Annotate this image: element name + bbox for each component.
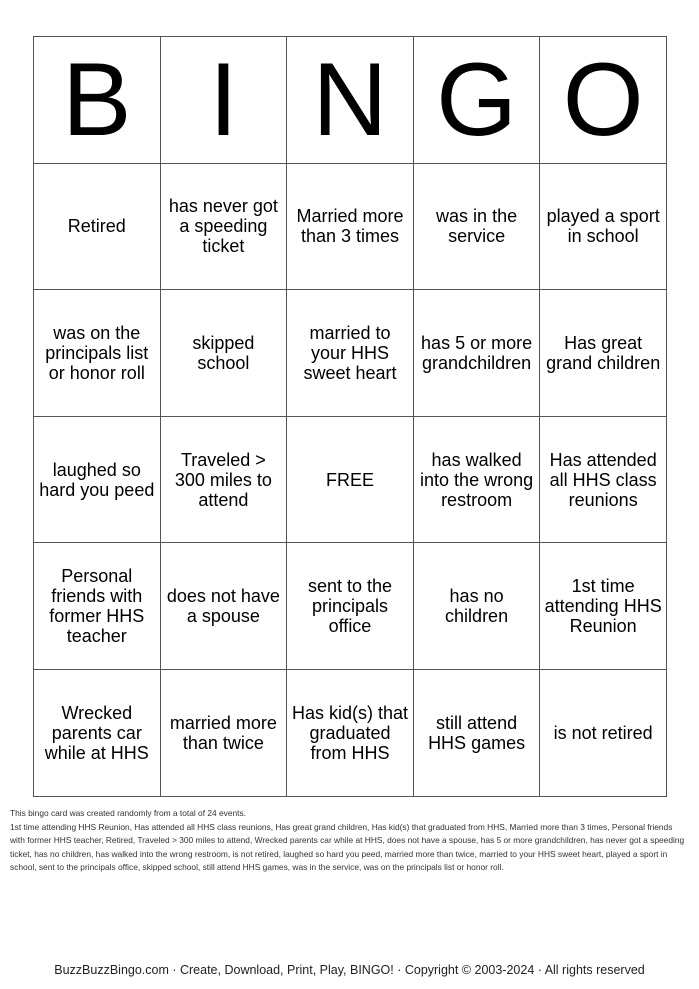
bingo-cell: does not have a spouse (160, 543, 287, 670)
bingo-row (34, 163, 667, 290)
bingo-cell: Married more than 3 times (287, 163, 414, 290)
bingo-letter-g: G (413, 37, 540, 164)
event-list: 1st time attending HHS Reunion, Has attended all HHS class reunions, Has great grand children, Has kid(s) that graduated from HHS, Married more than 3 times, Personal friends with former HHS teacher, Retired, Traveled > 300 miles to attend, Wrecked parents car while at HHS, does not have a spouse, has 5 or more grandchildren, has never got a speeding ticket, has no children, has walked into the wrong restroom, is not retired, laughed so hard you peed, married more than twice, married to your HHS sweet heart, played a sport in school, sent to the principals office, skipped school, still attend HHS games, was in the service, was on the principals list or honor roll. (10, 821, 685, 872)
bingo-card (33, 36, 667, 797)
bingo-cell: sent to the principals office (287, 543, 414, 670)
bingo-cell: has 5 or more grandchildren (413, 290, 540, 417)
bingo-header-row (34, 37, 667, 164)
bingo-letter-b: B (34, 37, 161, 164)
copyright-footer: BuzzBuzzBingo.com · Create, Download, Print, Play, BINGO! · Copyright © 2003-2024 · All rights reserved (54, 963, 645, 977)
bingo-cell: Retired (34, 163, 161, 290)
bingo-cell: Has kid(s) that graduated from HHS (287, 669, 414, 796)
bingo-cell: married to your HHS sweet heart (287, 290, 414, 417)
bingo-letter-n: N (287, 37, 414, 164)
bingo-cell: 1st time attending HHS Reunion (540, 543, 667, 670)
card-description (10, 807, 688, 875)
bingo-cell: has no children (413, 543, 540, 670)
bingo-free-cell: FREE (287, 416, 414, 543)
bingo-cell: has walked into the wrong restroom (413, 416, 540, 543)
bingo-cell: is not retired (540, 669, 667, 796)
bingo-cell: has never got a speeding ticket (160, 163, 287, 290)
bingo-cell: Personal friends with former HHS teacher (34, 543, 161, 670)
bingo-row (34, 416, 667, 543)
bingo-letter-o: O (540, 37, 667, 164)
bingo-row (34, 543, 667, 670)
bingo-cell: played a sport in school (540, 163, 667, 290)
bingo-cell: Wrecked parents car while at HHS (34, 669, 161, 796)
bingo-cell: Has great grand children (540, 290, 667, 417)
bingo-letter-i: I (160, 37, 287, 164)
bingo-row (34, 669, 667, 796)
bingo-cell: married more than twice (160, 669, 287, 796)
bingo-cell: was in the service (413, 163, 540, 290)
bingo-row (34, 290, 667, 417)
event-count-note: This bingo card was created randomly from a total of 24 events. (10, 808, 247, 818)
bingo-cell: laughed so hard you peed (34, 416, 161, 543)
bingo-cell: Traveled > 300 miles to attend (160, 416, 287, 543)
bingo-cell: still attend HHS games (413, 669, 540, 796)
bingo-cell: was on the principals list or honor roll (34, 290, 161, 417)
bingo-cell: Has attended all HHS class reunions (540, 416, 667, 543)
bingo-cell: skipped school (160, 290, 287, 417)
